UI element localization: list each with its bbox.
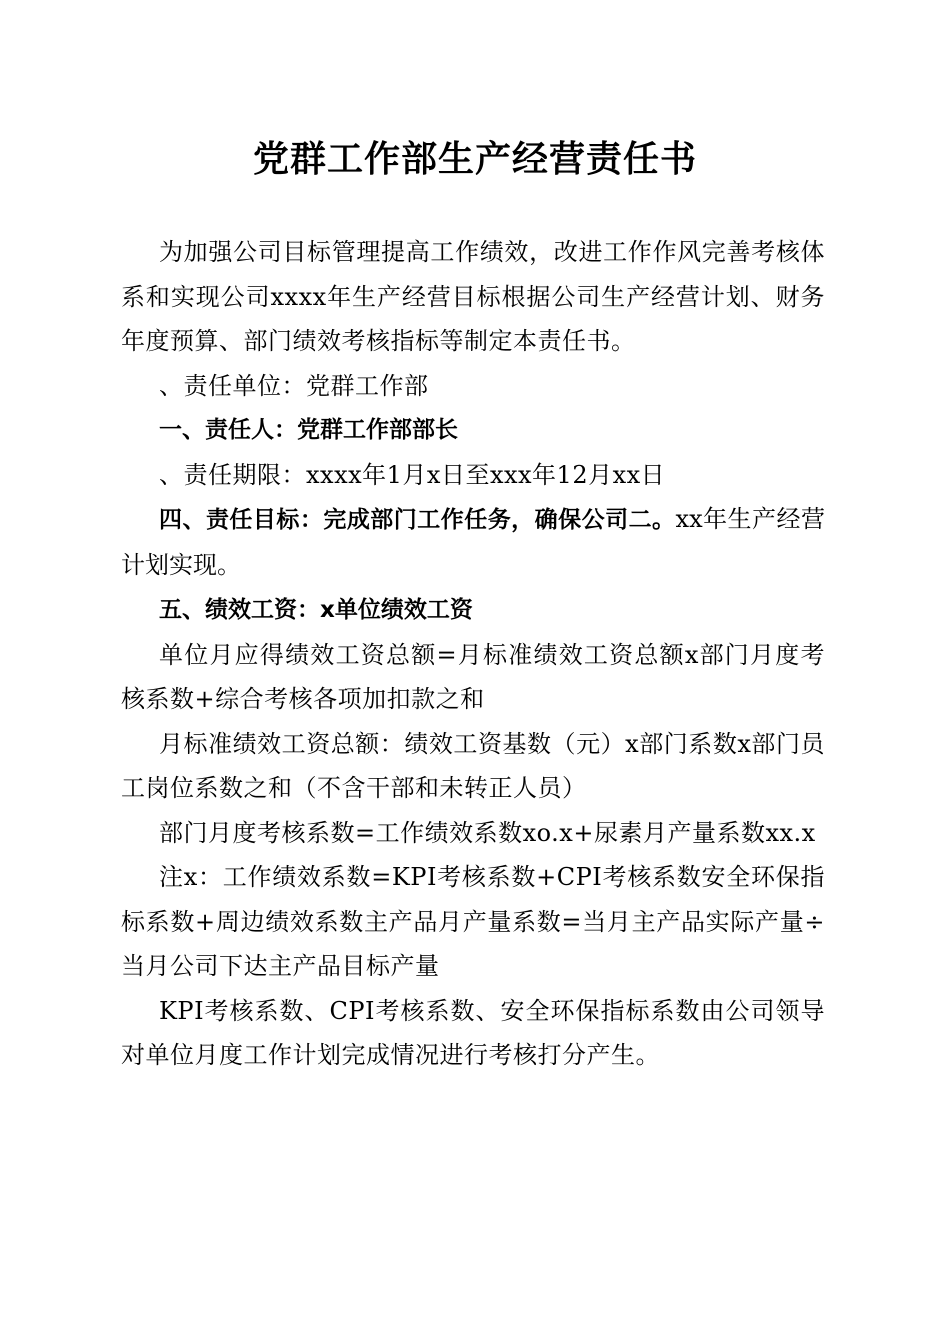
paragraph-salary-standard: 月标准绩效工资总额：绩效工资基数（元）x部门系数x部门员工岗位系数之和（不含干部和未转正人员） <box>121 729 825 802</box>
paragraph-responsibility-target <box>121 497 825 588</box>
target-bold-text: 四、责任目标：完成部门工作任务，确保公司二。 <box>159 507 676 533</box>
paragraph-note: 注x：工作绩效系数=KPI考核系数+CPI考核系数安全环保指标系数+周边绩效系数主产品月产量系数=当月主产品实际产量÷当月公司下达主产品目标产量 <box>121 863 825 980</box>
document-body <box>121 230 825 1078</box>
paragraph-responsibility-period: 、责任期限：xxxx年1月x日至xxx年12月xx日 <box>159 460 666 489</box>
paragraph-dept-coefficient: 部门月度考核系数=工作绩效系数xo.x+尿素月产量系数xx.x <box>159 818 816 847</box>
paragraph-responsible-person: 一、责任人：党群工作部部长 <box>159 417 458 443</box>
paragraph-kpi: KPI考核系数、CPI考核系数、安全环保指标系数由公司领导对单位月度工作计划完成情况进行考核打分产生。 <box>121 996 825 1069</box>
paragraph-salary-total: 单位月应得绩效工资总额=月标准绩效工资总额x部门月度考核系数+综合考核各项加扣款之和 <box>121 640 825 713</box>
paragraph-salary-heading: 五、绩效工资：x单位绩效工资 <box>159 597 473 623</box>
paragraph-responsible-unit: 、责任单位：党群工作部 <box>159 371 429 400</box>
paragraph-intro: 为加强公司目标管理提高工作绩效，改进工作作风完善考核体系和实现公司xxxx年生产经营目标根据公司生产经营计划、财务年度预算、部门绩效考核指标等制定本责任书。 <box>121 238 825 355</box>
target-plain-text: xx年生产经营计划实现。 <box>121 505 825 579</box>
document-title: 党群工作部生产经营责任书 <box>252 138 697 180</box>
